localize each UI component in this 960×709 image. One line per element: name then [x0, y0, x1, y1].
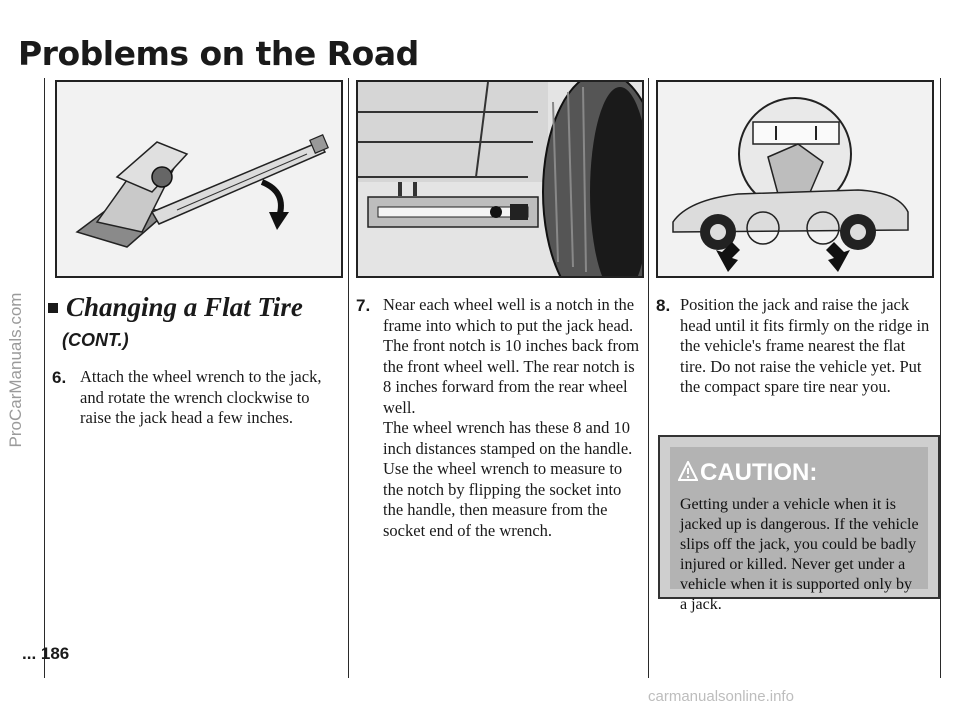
side-watermark-text: ProCarManuals.com — [6, 292, 25, 448]
column-rule-edge — [940, 78, 941, 678]
step-7-number: 7. — [356, 296, 371, 315]
caution-box — [658, 435, 940, 613]
column-rule-right — [648, 78, 649, 678]
step-6-text: Attach the wheel wrench to the jack, and rotate the wrench clockwise to raise the jack head a few inches. — [80, 367, 322, 427]
section-title: Changing a Flat Tire — [66, 292, 303, 322]
step-8-number: 8. — [656, 296, 671, 315]
column-rule-middle — [348, 78, 349, 678]
column-rule-left — [44, 78, 45, 678]
step-7-note: The wheel wrench has these 8 and 10 inch distances stamped on the handle. Use the wheel wrench to measure to the notch by flipping the socket into the handle, then measure from the socket end of the wrench. — [383, 418, 633, 540]
step-8-text: Position the jack and raise the jack head until it fits firmly on the ridge in the vehicle's frame nearest the flat tire. Do not raise the vehicle yet. Put the compact spare tire near you. — [680, 295, 930, 396]
step-7-text: Near each wheel well is a notch in the frame into which to put the jack head. The front notch is 10 inches back from the front wheel well. The rear notch is 8 inches forward from the rear wheel well. — [383, 295, 640, 417]
section-bullet — [48, 303, 58, 313]
caution-heading: CAUTION: — [700, 459, 818, 486]
caution-text: Getting under a vehicle when it is jacked up is dangerous. If the vehicle slips off the jack, you could be badly injured or killed. Never get under a vehicle when it is supported only by a jack. — [680, 496, 919, 613]
caution-panel — [670, 447, 928, 613]
jack-wrench-illustration — [55, 80, 343, 278]
warning-triangle-icon — [678, 461, 698, 481]
bottom-watermark: carmanualsonline.info — [648, 688, 794, 705]
continued-label: (CONT.) — [62, 330, 129, 350]
step-6-number: 6. — [52, 368, 67, 387]
page-number: ... 186 — [22, 644, 70, 663]
car-jack-points-illustration — [656, 80, 934, 278]
side-watermark — [4, 150, 28, 590]
page-title: Problems on the Road — [18, 34, 419, 73]
wheel-well-notch-illustration — [356, 80, 644, 278]
